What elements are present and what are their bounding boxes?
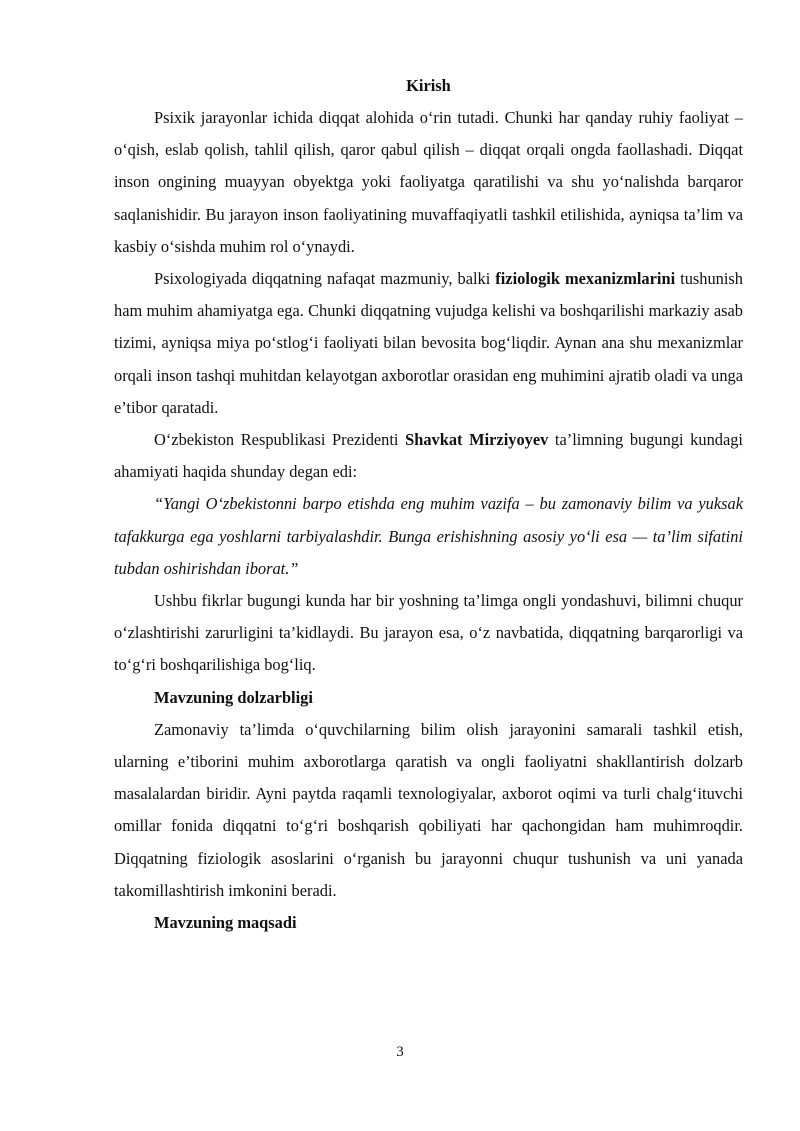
- paragraph-physiology-start: Psixologiyada diqqatning nafaqat mazmuniy, balki: [154, 269, 496, 289]
- quote-paragraph: “Yangi O‘zbekistonni barpo etishda eng muhim vazifa – bu zamonaviy bilim va yuksak tafakkurga ega yoshlarni tarbiyalashdir. Bunga erishishning asosiy yo‘li esa — ta’lim sifatini tubdan oshirishdan iborat.”: [114, 494, 743, 578]
- page-number: 3: [396, 1044, 404, 1060]
- section-heading-goal: Mavzuning maqsadi: [154, 913, 297, 933]
- paragraph-physiology: [114, 263, 743, 424]
- bold-term-physiological-mechanisms: fiziologik mexanizmlarini: [495, 269, 676, 289]
- paragraph-commentary: Ushbu fikrlar bugungi kunda har bir yoshning ta’limga ongli yondashuvi, bilimni chuqur o‘zlashtirishi zarurligini ta’kidlaydi. Bu jarayon esa, o‘z navbatida, diqqatning barqarorligi va to‘g‘ri boshqarilishiga bog‘liq.: [114, 591, 743, 675]
- paragraph-president: [114, 424, 743, 488]
- paragraph-president-end: ta’limning bugungi kundagi ahamiyati haqida shunday degan edi:: [114, 430, 743, 482]
- section-heading-relevance: Mavzuning dolzarbligi: [154, 687, 313, 707]
- paragraph-physiology-end: tushunish ham muhim ahamiyatga ega. Chunki diqqatning vujudga kelishi va boshqarilishi markaziy asab tizimi, ayniqsa miya po‘stlog‘i faoliyati bilan bevosita bog‘liqdir. Aynan ana shu mexanizmlar orqali inson tashqi muhitdan kelayotgan axborotlar orasidan eng muhimini ajratib oladi va unga e’tibor qaratadi.: [114, 269, 743, 417]
- paragraph-president-start: O‘zbekiston Respublikasi Prezidenti: [154, 430, 406, 450]
- page-title: Kirish: [406, 76, 451, 95]
- paragraph-intro: Psixik jarayonlar ichida diqqat alohida o‘rin tutadi. Chunki har qanday ruhiy faoliyat – o‘qish, eslab qolish, tahlil qilish, qaror qabul qilish – diqqat orqali ongda faollashadi. Diqqat inson ongining muayyan obyektga yoki faoliyatga qaratilishi va shu yo‘nalishda barqaror saqlanishidir. Bu jarayon inson faoliyatining muvaffaqiyatli tashkil etilishida, ayniqsa ta’lim va kasbiy o‘sishda muhim rol o‘ynaydi.: [114, 108, 743, 256]
- paragraph-relevance: Zamonaviy ta’limda o‘quvchilarning bilim olish jarayonini samarali tashkil etish, ularning e’tiborini muhim axborotlarga qaratish va ongli faoliyatni shakllantirish dolzarb masalalardan biridir. Ayni paytda raqamli texnologiyalar, axborot oqimi va turli chalg‘ituvchi omillar fonida diqqatni to‘g‘ri boshqarish qobiliyati har qachongidan ham muhimroqdir. Diqqatning fiziologik asoslarini o‘rganish bu jarayonni chuqur tushunish va uni yanada takomillashtirish imkonini beradi.: [114, 719, 743, 900]
- bold-name-president: Shavkat Mirziyoyev: [405, 430, 549, 450]
